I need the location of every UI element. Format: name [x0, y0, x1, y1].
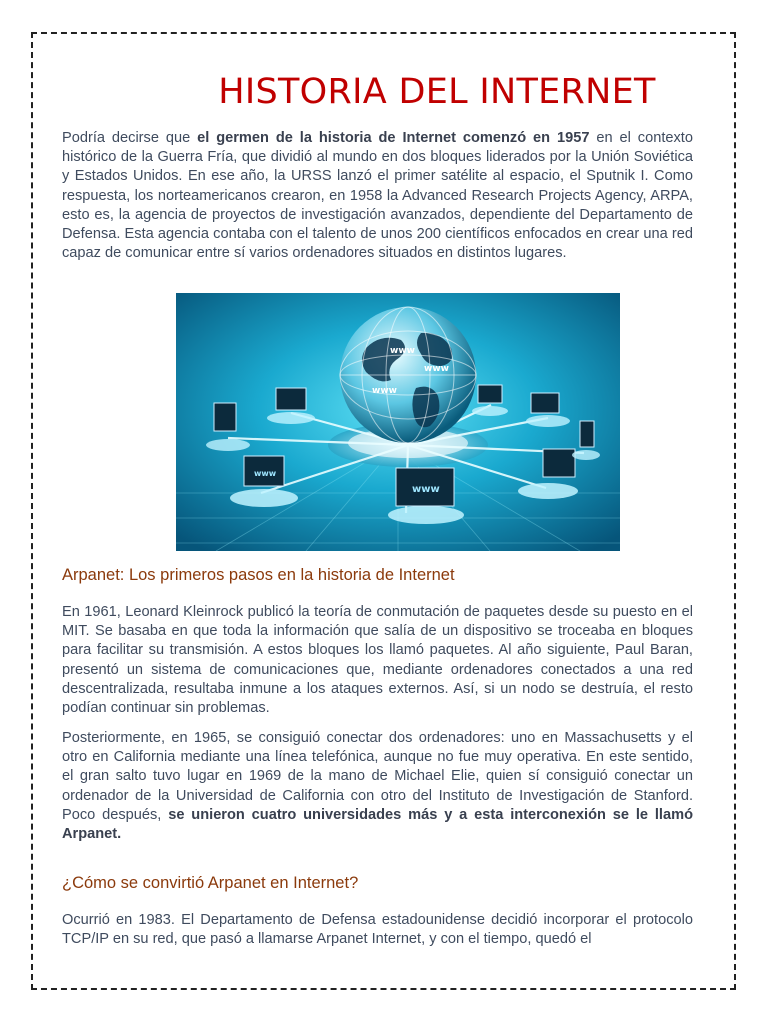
page-title: HISTORIA DEL INTERNET — [218, 72, 656, 112]
intro-paragraph — [62, 129, 693, 263]
arpanet-bold-text: se unieron cuatro universidades más y a esta interconexión se le llamó Arpanet. — [62, 806, 693, 843]
computer-icon — [388, 468, 464, 524]
arpanet-paragraph-2 — [62, 729, 693, 844]
arpanet-paragraph-2-text: Posteriormente, en 1965, se consiguió conectar dos ordenadores: uno en Massachusetts y el otro en California mediante una línea telefónica, aunque no fue muy operativa. En este sentido, el gran salto tuvo lugar en 1969 de la mano de Michael Elie, quien sí consiguió conectar un ordenador de la Universidad de California con otro del Instituto de Investigación de Stanford. Poco después, — [62, 730, 693, 823]
globe-www-label: www — [372, 386, 397, 396]
intro-text-end: en el contexto histórico de la Guerra Fría, que dividió al mundo en dos bloques liderados por la Unión Soviética y Estados Unidos. En ese año, la URSS lanzó el primer satélite al espacio, el Sputnik I. Como respuesta, los norteamericanos crearon, en 1958 la Advanced Research Projects Agency, ARPA, esto es, la agencia de proyectos de investigación avanzados, dependiente del Departamento de Defensa. Esta agencia contaba con el talento de unos 200 científicos enfocados en crear una red capaz de comunicar entre sí varios ordenadores situados en distintos lugares. — [62, 130, 693, 262]
globe-www-label: www — [424, 364, 449, 374]
arpanet-paragraph-1: En 1961, Leonard Kleinrock publicó la teoría de conmutación de paquetes desde su puesto en el MIT. Se basaba en que toda la información que salía de un dispositivo se troceaba en bloques para facilitar su transmisión. A estos bloques los llamó paquetes. Al año siguiente, Paul Baran, presentó un sistema de comunicaciones que, mediante ordenadores conectados a una red descentralizada, resultaba inmune a los ataques externos. Así, si un nodo se destruía, el resto podían continuar sin problemas. — [62, 604, 693, 717]
section-heading-arpanet: Arpanet: Los primeros pasos en la historia de Internet — [62, 566, 455, 584]
globe-www-label: www — [390, 346, 415, 356]
intro-bold-text: el germen de la historia de Internet comenzó en 1957 — [197, 130, 590, 146]
conversion-paragraph: Ocurrió en 1983. El Departamento de Defensa estadounidense decidió incorporar el protocolo TCP/IP en su red, que pasó a llamarse Arpanet Internet, y con el tiempo, quedó el — [62, 912, 693, 948]
section-heading-conversion: ¿Cómo se convirtió Arpanet en Internet? — [62, 874, 359, 892]
intro-text-start: Podría decirse que — [62, 130, 198, 146]
internet-globe-image — [176, 293, 620, 551]
screen-www-label: www — [412, 484, 440, 495]
screen-www-label: www — [254, 469, 277, 478]
